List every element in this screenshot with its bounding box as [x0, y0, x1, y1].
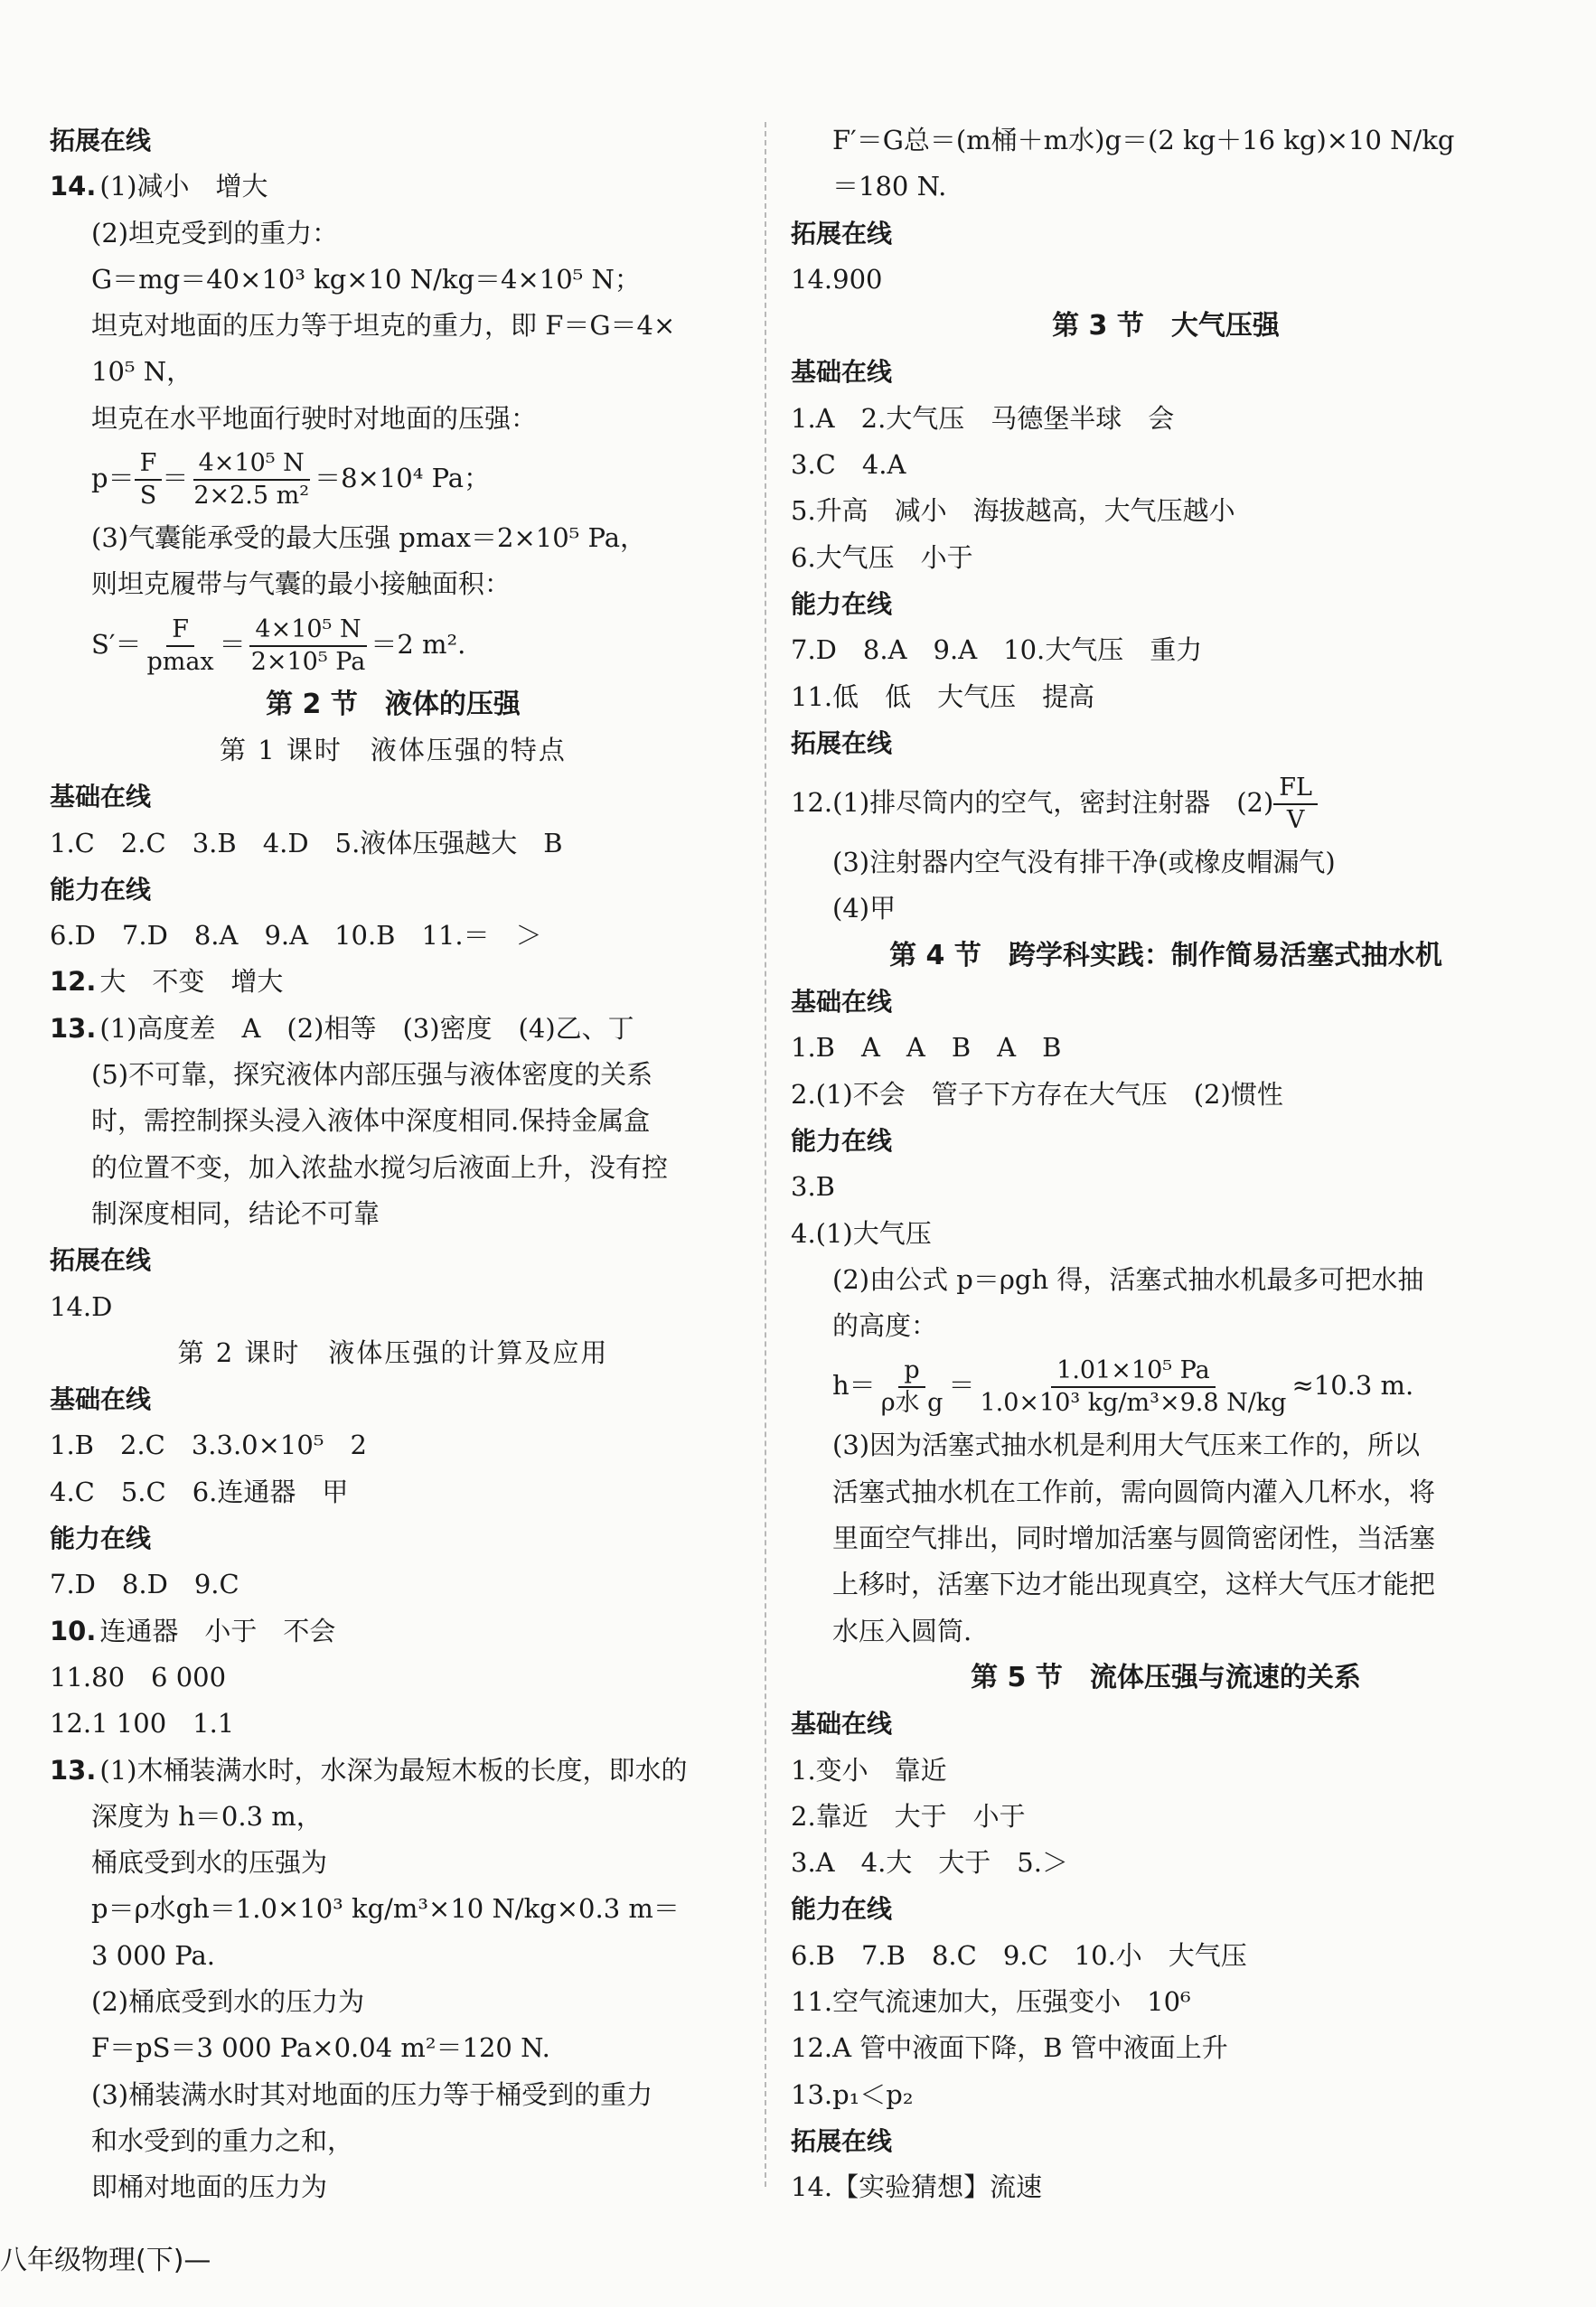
section-heading: 能力在线 — [791, 588, 893, 619]
denominator: S — [139, 482, 157, 511]
column-divider — [765, 122, 766, 2187]
answer-line: 6.D 7.D 8.A 9.A 10.B 11.＝ ＞ — [50, 920, 542, 952]
answer-line: 里面空气排出，同时增加活塞与圆筒密闭性，当活塞 — [832, 1523, 1436, 1554]
formula-text: ＝ — [948, 1370, 975, 1402]
formula-text: ＝ — [162, 463, 189, 494]
denominator: 2×10⁵ Pa — [250, 647, 366, 676]
answer-line: 6.B 7.B 8.C 9.C 10.小 大气压 — [791, 1939, 1247, 1971]
answer-line: (3)桶装满水时其对地面的压力等于桶受到的重力 — [91, 2078, 653, 2110]
answer-line — [50, 1006, 737, 1052]
section-heading: 能力在线 — [50, 874, 152, 905]
numerator: 4×10⁵ N — [249, 614, 366, 647]
answer-line: 2.靠近 大于 小于 — [791, 1800, 1026, 1832]
answer-line: 的高度： — [832, 1310, 938, 1342]
section-heading: 拓展在线 — [50, 1245, 152, 1276]
lesson-title: 第 2 课时 液体压强的计算及应用 — [177, 1336, 609, 1368]
denominator: V — [1286, 806, 1305, 835]
question-number: 12. — [50, 966, 97, 998]
section-heading: 拓展在线 — [791, 218, 893, 249]
formula-area — [50, 608, 737, 681]
formula-fl-v — [791, 766, 1541, 839]
answer-line: F′＝G总＝(m桶＋m水)g＝(2 kg＋16 kg)×10 N/kg — [832, 125, 1455, 155]
answer-line: (5)不可靠，探究液体内部压强与液体密度的关系 — [91, 1059, 653, 1091]
section-heading: 拓展在线 — [50, 126, 152, 155]
answer-line: 4.(1)大气压 — [791, 1217, 932, 1249]
formula-text: h＝ — [832, 1370, 876, 1402]
formula-text: S′＝ — [91, 628, 142, 660]
answer-line: 1.C 2.C 3.B 4.D 5.液体压强越大 B — [50, 827, 563, 858]
denominator: 2×2.5 m² — [193, 482, 310, 511]
answer-line: 即桶对地面的压力为 — [91, 2171, 328, 2203]
section-title: 第 4 节 跨学科实践：制作简易活塞式抽水机 — [889, 939, 1442, 971]
answer-line: 14.900 — [791, 263, 883, 295]
answer-line: F＝pS＝3 000 Pa×0.04 m²＝120 N. — [91, 2032, 550, 2064]
section-heading: 基础在线 — [791, 1709, 893, 1740]
denominator: 1.0×10³ kg/m³×9.8 N/kg — [980, 1389, 1287, 1418]
right-column — [791, 117, 1541, 2210]
answer-line: 12.1 100 1.1 — [50, 1708, 235, 1740]
answer-line: 1.B A A B A B — [791, 1032, 1062, 1064]
section-heading: 拓展在线 — [791, 727, 893, 758]
answer-line: ＝180 N. — [832, 171, 947, 202]
answer-line: 5.升高 减小 海拔越高，大气压越小 — [791, 495, 1235, 527]
section-heading: 基础在线 — [791, 987, 893, 1018]
answer-line: 3 000 Pa. — [91, 1939, 215, 1971]
answer-line: 的位置不变，加入浓盐水搅匀后液面上升，没有控 — [91, 1151, 669, 1183]
answer-line: (4)甲 — [832, 893, 897, 924]
formula-text: ≈10.3 m. — [1291, 1370, 1414, 1402]
formula-text: ＝ — [219, 628, 246, 660]
numerator: F — [166, 614, 194, 647]
numerator: 1.01×10⁵ Pa — [1051, 1355, 1216, 1388]
section-title: 第 2 节 液体的压强 — [266, 688, 521, 720]
answer-line: 活塞式抽水机在工作前，需向圆筒内灌入几杯水，将 — [832, 1476, 1436, 1507]
question-number: 13. — [50, 1754, 97, 1786]
section-heading: 能力在线 — [791, 1894, 893, 1925]
answer-line: 桶底受到水的压强为 — [91, 1847, 328, 1879]
answer-line: p＝ρ水gh＝1.0×10³ kg/m³×10 N/kg×0.3 m＝ — [91, 1893, 680, 1925]
answer-line: 坦克对地面的压力等于坦克的重力，即 F＝G＝4× — [91, 310, 676, 342]
section-heading: 能力在线 — [50, 1524, 152, 1554]
answer-line: 上移时，活塞下边才能出现真空，这样大气压才能把 — [832, 1569, 1436, 1600]
answer-line: 11.空气流速加大，压强变小 10⁶ — [791, 1985, 1191, 2017]
formula-text: ＝8×10⁴ Pa； — [315, 463, 491, 494]
answer-line: 3.C 4.A — [791, 449, 906, 481]
answer-line: 3.B — [791, 1171, 835, 1203]
answer-line: 6.大气压 小于 — [791, 541, 973, 573]
section-title: 第 5 节 流体压强与流速的关系 — [971, 1661, 1361, 1693]
answer-line: 时，需控制探头浸入液体中深度相同.保持金属盒 — [91, 1105, 651, 1137]
fraction — [141, 614, 219, 678]
formula-text: 12.(1)排尽筒内的空气，密封注射器 (2) — [791, 787, 1274, 819]
answer-text: 大 不变 增大 — [99, 966, 284, 998]
section-title: 第 3 节 大气压强 — [1052, 310, 1280, 342]
fraction — [974, 1355, 1291, 1419]
answer-line: 1.A 2.大气压 马德堡半球 会 — [791, 402, 1175, 434]
numerator: FL — [1273, 773, 1318, 805]
left-column — [50, 117, 737, 2210]
answer-line: (2)由公式 p＝ρgh 得，活塞式抽水机最多可把水抽 — [832, 1263, 1424, 1295]
question-number: 14. — [50, 171, 97, 202]
section-heading: 基础在线 — [50, 782, 152, 812]
answer-text: (1)减小 增大 — [99, 171, 268, 202]
fraction — [876, 1355, 949, 1419]
formula-height — [791, 1349, 1541, 1422]
answer-line: 7.D 8.A 9.A 10.大气压 重力 — [791, 634, 1203, 666]
formula-text: ＝2 m². — [371, 628, 466, 660]
section-heading: 基础在线 — [50, 1384, 152, 1415]
answer-line: 坦克在水平地面行驶时对地面的压强： — [91, 402, 538, 434]
lesson-title: 第 1 课时 液体压强的特点 — [220, 734, 567, 765]
question-number: 13. — [50, 1012, 97, 1044]
denominator: pmax — [146, 647, 214, 676]
numerator: p — [898, 1355, 925, 1388]
answer-text: (1)高度差 A (2)相等 (3)密度 (4)乙、丁 — [99, 1012, 634, 1044]
answer-text: 连通器 小于 不会 — [99, 1615, 336, 1646]
answer-line: 3.A 4.大 大于 5.＞ — [791, 1847, 1068, 1879]
formula-pressure — [50, 442, 737, 515]
section-heading: 拓展在线 — [791, 2125, 893, 2156]
denominator: ρ水 g — [880, 1389, 944, 1418]
answer-line: 和水受到的重力之和， — [91, 2124, 354, 2156]
answer-line: 10⁵ N， — [91, 356, 193, 388]
fraction — [188, 448, 315, 511]
formula-text: p＝ — [91, 463, 135, 494]
answer-line: 14.【实验猜想】流速 — [791, 2171, 1043, 2203]
answer-line: 13.p₁＜p₂ — [791, 2078, 914, 2110]
answer-line: (3)注射器内空气没有排干净(或橡皮帽漏气) — [832, 847, 1336, 878]
answer-line: (2)坦克受到的重力： — [91, 217, 339, 249]
page-footer: 八年级物理(下)— — [0, 2245, 211, 2276]
fraction — [1273, 773, 1318, 836]
answer-line: 制深度相同，结论不可靠 — [91, 1197, 380, 1229]
answer-line: 4.C 5.C 6.连通器 甲 — [50, 1476, 349, 1507]
fraction — [135, 448, 163, 511]
answer-line: 11.80 6 000 — [50, 1661, 227, 1693]
answer-line: G＝mg＝40×10³ kg×10 N/kg＝4×10⁵ N； — [91, 263, 641, 295]
fraction — [246, 614, 371, 678]
numerator: F — [135, 448, 163, 481]
answer-line: 1.变小 靠近 — [791, 1754, 947, 1786]
answer-line: 1.B 2.C 3.3.0×10⁵ 2 — [50, 1430, 367, 1461]
answer-line: 7.D 8.D 9.C — [50, 1569, 239, 1600]
answer-text: (1)木桶装满水时，水深为最短木板的长度，即水的 — [99, 1754, 688, 1786]
answer-line — [50, 1748, 737, 1794]
section-heading: 基础在线 — [791, 357, 893, 388]
answer-line: 12.A 管中液面下降，B 管中液面上升 — [791, 2032, 1228, 2064]
answer-line: 水压入圆筒. — [832, 1615, 972, 1646]
answer-line: 则坦克履带与气囊的最小接触面积： — [91, 568, 512, 600]
answer-line — [50, 164, 737, 210]
answer-line: (3)气囊能承受的最大压强 pmax＝2×10⁵ Pa， — [91, 522, 646, 554]
question-number: 10. — [50, 1615, 97, 1646]
section-heading: 能力在线 — [791, 1125, 893, 1156]
answer-line: 14.D — [50, 1290, 113, 1322]
answer-line: 2.(1)不会 管子下方存在大气压 (2)惯性 — [791, 1078, 1283, 1110]
numerator: 4×10⁵ N — [193, 448, 310, 481]
answer-line: (2)桶底受到水的压力为 — [91, 1985, 365, 2017]
answer-line: (3)因为活塞式抽水机是利用大气压来工作的，所以 — [832, 1430, 1421, 1461]
answer-line — [50, 1608, 737, 1655]
answer-line: 深度为 h＝0.3 m， — [91, 1800, 323, 1832]
answer-line — [50, 959, 737, 1005]
answer-line: 11.低 低 大气压 提高 — [791, 680, 1095, 712]
